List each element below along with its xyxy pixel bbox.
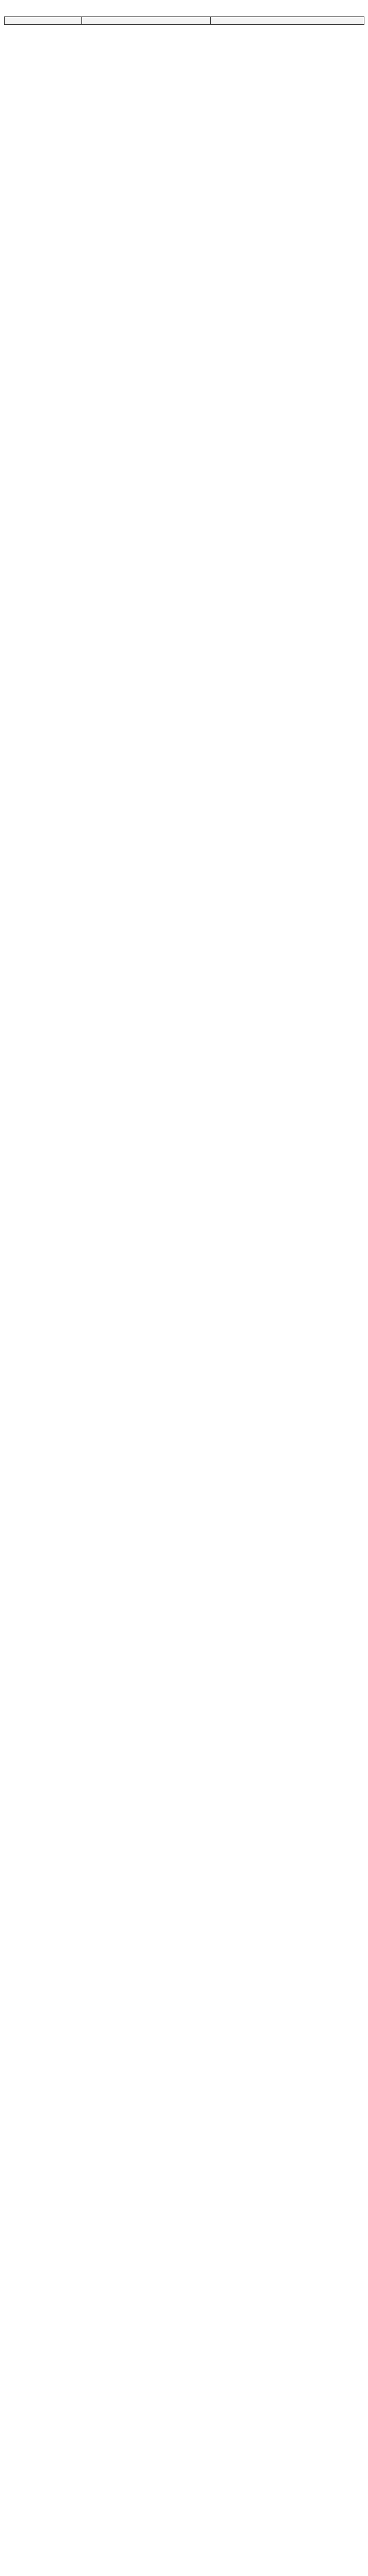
document-title — [4, 3, 364, 14]
column-header-sequence — [211, 17, 364, 25]
roster-table — [4, 16, 364, 25]
table-header-row — [5, 17, 364, 25]
column-header-index — [5, 17, 82, 25]
column-header-id — [82, 17, 211, 25]
